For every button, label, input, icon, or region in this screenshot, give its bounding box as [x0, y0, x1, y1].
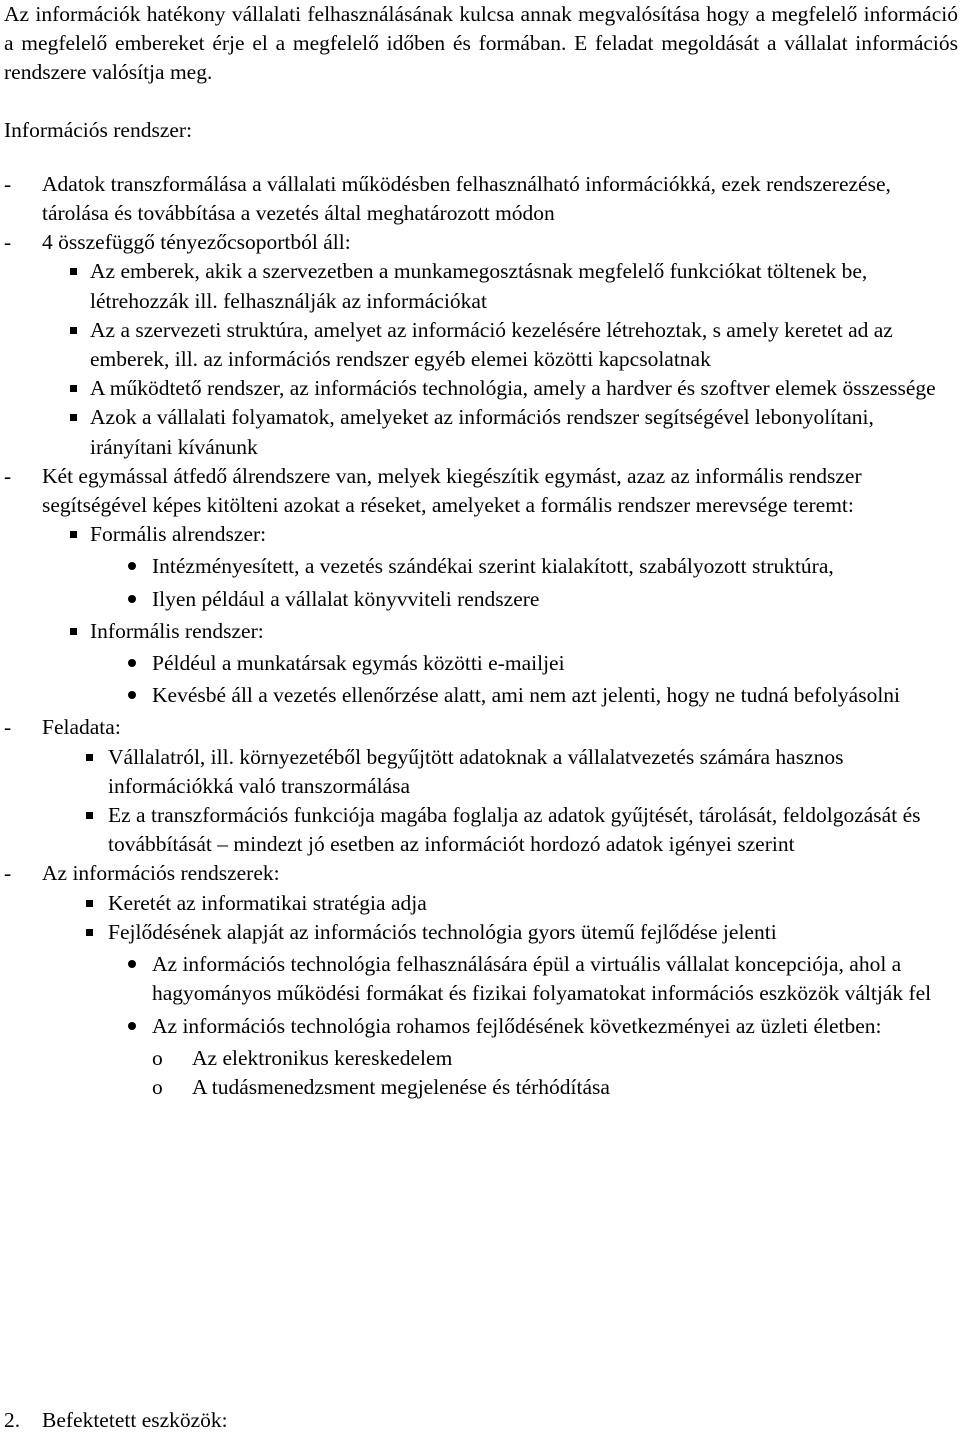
dot-item	[4, 552, 958, 581]
round-bullet-icon	[128, 691, 136, 699]
dot-item	[4, 950, 958, 1008]
round-bullet-icon	[128, 659, 136, 667]
dash-item	[4, 859, 958, 888]
section-number: 2.	[4, 1408, 21, 1432]
square-item	[4, 889, 958, 918]
circle-marker: o	[152, 1045, 163, 1070]
dash-item	[4, 462, 958, 520]
square-bullet-icon	[86, 900, 93, 907]
section-heading: Információs rendszer:	[4, 117, 193, 142]
square-bullet-icon	[70, 628, 77, 635]
dot-item	[4, 649, 958, 678]
square-item-text: Ez a transzformációs funkciója magába foglalja az adatok gyűjtését, tárolását, feldolgozását és továbbítását – mindezt jó esetben az információt hordozó adatok igényei szerint	[108, 803, 921, 857]
circle-sub-item	[4, 1044, 958, 1073]
dash-marker: -	[4, 463, 12, 488]
square-item	[4, 520, 958, 549]
dash-marker: -	[4, 171, 12, 196]
dot-item-text: Kevésbé áll a vezetés ellenőrzése alatt, ami nem azt jelenti, hogy ne tudná befolyásolni	[152, 683, 901, 708]
dash-marker: -	[4, 715, 12, 740]
square-bullet-icon	[86, 929, 93, 936]
list-root	[4, 170, 958, 1102]
circle-marker: o	[152, 1074, 163, 1099]
square-item-text: A működtető rendszer, az információs technológia, amely a hardver és szoftver elemek összessége	[90, 376, 936, 401]
square-bullet-icon	[86, 812, 93, 819]
square-item-text: Formális alrendszer:	[90, 522, 267, 547]
square-item	[4, 403, 958, 461]
square-item-text: Informális rendszer:	[90, 618, 264, 643]
square-item	[4, 257, 958, 315]
circle-sub-item	[4, 1073, 958, 1102]
square-item-text: Az a szervezeti struktúra, amelyet az információ kezelésére létrehoztak, s amely keretet ad az emberek, ill. az információs rendszer egyéb elemei közötti kapcsolatnak	[90, 317, 893, 372]
square-bullet-icon	[86, 754, 93, 761]
dash-item	[4, 713, 958, 742]
square-bullet-icon	[70, 327, 77, 334]
square-item-text: Az emberek, akik a szervezetben a munkamegosztásnak megfelelő funkciókat töltenek be, létrehozzák ill. felhasználják az információkat	[90, 259, 868, 313]
dash-item-text: 4 összefüggő tényezőcsoportból áll:	[42, 230, 351, 255]
square-item	[4, 801, 958, 859]
dot-item	[4, 1012, 958, 1041]
square-bullet-icon	[70, 531, 77, 538]
dot-item-text: Az információs technológia rohamos fejlődésének következményei az üzleti életben:	[152, 1013, 882, 1038]
dot-item-text: Példéul a munkatársak egymás közötti e-mailjei	[152, 651, 565, 676]
dot-item	[4, 585, 958, 614]
intro-paragraph: Az információk hatékony vállalati felhasználásának kulcsa annak megvalósítása hogy a megfelelő információ a megfelelő embereket érje el a megfelelő időben és formában. E feladat megoldását a vállalat információs rendszere valósítja meg.	[4, 2, 958, 85]
dash-item-text: Az információs rendszerek:	[42, 861, 280, 886]
round-bullet-icon	[128, 1022, 136, 1030]
dot-item	[4, 681, 958, 710]
dash-marker: -	[4, 230, 12, 255]
square-bullet-icon	[70, 385, 77, 392]
square-item-text: Azok a vállalati folyamatok, amelyeket az információs rendszer segítségével lebonyolítani, irányítani kívánunk	[90, 405, 874, 459]
round-bullet-icon	[128, 562, 136, 570]
dash-item	[4, 170, 958, 228]
square-item	[4, 617, 958, 646]
square-bullet-icon	[70, 414, 77, 421]
square-item-text: Fejlődésének alapját az információs technológia gyors ütemű fejlődése jelenti	[108, 919, 777, 944]
dot-item-text: Intézményesített, a vezetés szándékai szerint kialakított, szabályozott struktúra,	[152, 554, 834, 579]
square-item-text: Keretét az informatikai stratégia adja	[108, 890, 427, 915]
square-item	[4, 918, 958, 947]
dot-item-text: Az információs technológia felhasználására épül a virtuális vállalat koncepciója, ahol a hagyományos működési formákat és fizikai folyamatokat információs eszközök váltják fel	[152, 952, 932, 1006]
dash-marker: -	[4, 861, 12, 886]
dash-item-text: Adatok transzformálása a vállalati működésben felhasználható információkká, ezek rendszerezése, tárolása és továbbítása a vezetés által meghatározott módon	[42, 171, 891, 226]
dash-item-text: Két egymással átfedő álrendszere van, melyek kiegészítik egymást, azaz az informális rendszer segítségével képes kitölteni azokat a réseket, amelyeket a formális rendszer merevsége teremt:	[42, 463, 862, 518]
round-bullet-icon	[128, 595, 136, 603]
section-title: Befektetett eszközök:	[42, 1408, 228, 1432]
dash-item	[4, 228, 958, 257]
dash-item-text: Feladata:	[42, 715, 121, 740]
square-item	[4, 316, 958, 374]
dot-item-text: Ilyen például a vállalat könyvviteli rendszere	[152, 586, 540, 611]
circle-sub-item-text: Az elektronikus kereskedelem	[192, 1045, 453, 1070]
round-bullet-icon	[128, 960, 136, 968]
square-item-text: Vállalatról, ill. környezetéből begyűjtött adatoknak a vállalatvezetés számára hasznos információkká való transzormálása	[108, 744, 844, 798]
next-section-heading	[4, 1406, 228, 1435]
circle-sub-item-text: A tudásmenedzsment megjelenése és térhódítása	[192, 1074, 610, 1099]
square-item	[4, 743, 958, 801]
square-bullet-icon	[70, 268, 77, 275]
square-item	[4, 374, 958, 403]
